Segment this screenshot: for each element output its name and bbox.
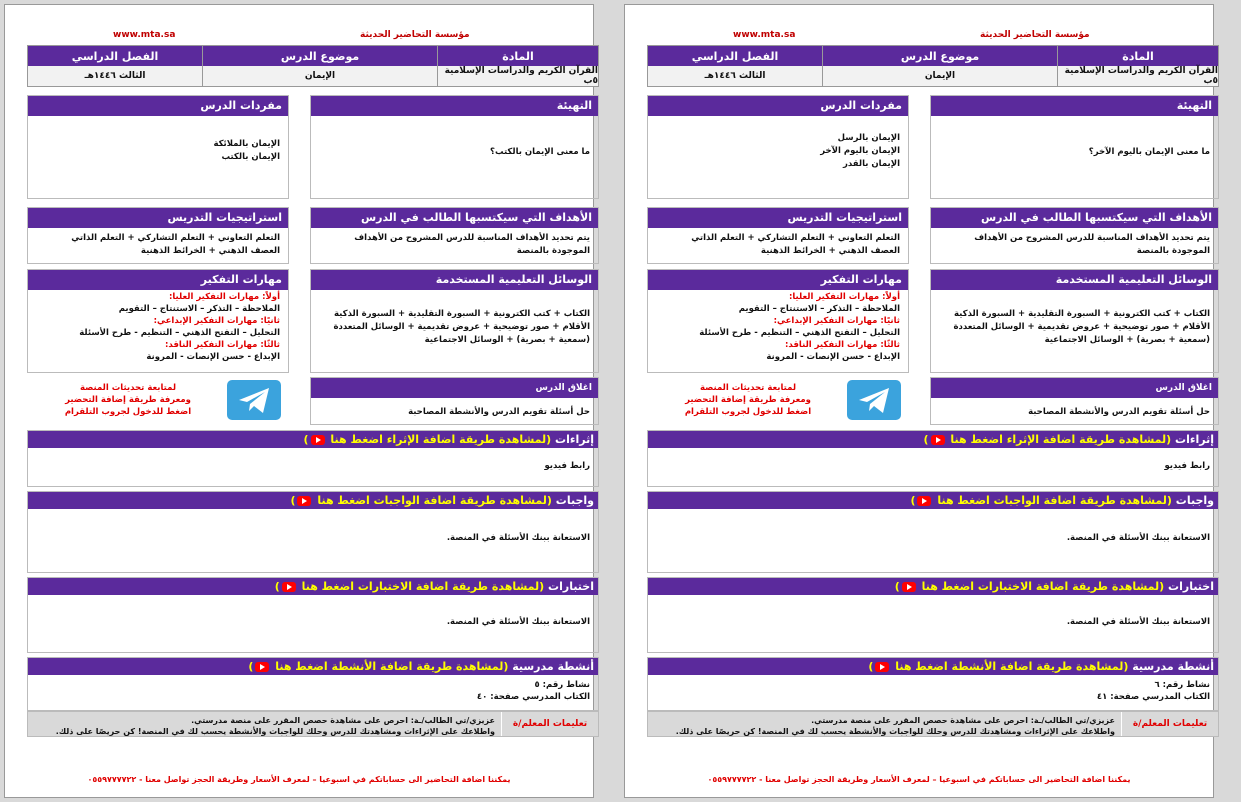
link-paren: ) — [923, 433, 929, 446]
tools-title: الوسائل التعليمية المستخدمة — [931, 270, 1218, 290]
tests-text: الاستعانة ببنك الأسئلة في المنصة. — [1066, 617, 1210, 627]
tools-line: الأقلام + صور توضيحية + عروض تقديمية + الوسائل المتعددة — [953, 322, 1210, 332]
enrich-link[interactable]: (لمشاهدة طريقة اضافة الإثراء اضغط هنا — [330, 433, 552, 446]
warmup-box — [310, 95, 599, 199]
telegram-note-line: لمتابعة تحديثات المنصة — [699, 383, 797, 393]
youtube-icon[interactable] — [282, 582, 296, 592]
teacher-instructions — [27, 711, 599, 737]
activity-page: الكتاب المدرسي صفحة: ٤١ — [1096, 692, 1210, 702]
thinking-line: الإبداع - حسن الإنصات - المرونة — [146, 352, 280, 362]
strategies-line: التعلم التعاوني + التعلم التشاركي + التعلم الذاتي — [71, 233, 280, 243]
tests-link[interactable]: (لمشاهدة طريقة اضافة الاختبارات اضغط هنا — [921, 580, 1165, 593]
objectives-title: الأهداف التي سيكتسبها الطالب في الدرس — [311, 208, 598, 228]
instructions-line: واطلاعك على الإثراءات ومشاهدتك للدرس وحلك للواجبات والأنشطة يحسب لك في المنصة! كن حريصًا على ذلك. — [675, 727, 1115, 736]
thinking-line: الإبداع - حسن الإنصات - المرونة — [766, 352, 900, 362]
org-name: مؤسسة التحاضير الحديثة — [360, 30, 470, 40]
vocab-title: مفردات الدرس — [28, 96, 288, 116]
link-paren: ) — [894, 580, 900, 593]
youtube-icon[interactable] — [902, 582, 916, 592]
vocab-box — [27, 95, 289, 199]
org-name: مؤسسة التحاضير الحديثة — [980, 30, 1090, 40]
telegram-note-line: اضغط للدخول لجروب التلقرام — [684, 407, 812, 417]
activities-title: أنشطة مدرسية — [512, 660, 594, 673]
tools-line: (سمعية + بصرية) + الوسائل الاجتماعية — [1044, 335, 1210, 345]
activities-link[interactable]: (لمشاهدة طريقة اضافة الأنشطة اضغط هنا — [275, 660, 509, 673]
tools-line: الكتاب + كتب الكترونية + السبورة التقليدية + السبورة الذكية — [334, 309, 590, 319]
thinking-line: الملاحظة – التذكر – الاستنتاج – التقويم — [738, 304, 900, 314]
link-paren: ) — [274, 580, 280, 593]
site-url[interactable]: www.mta.sa — [733, 30, 796, 40]
activities-section — [27, 657, 599, 711]
enrich-section — [647, 430, 1219, 487]
lesson-header-table — [27, 45, 599, 87]
thinking-title: مهارات التفكير — [28, 270, 288, 290]
tests-title: اختبارات — [548, 580, 594, 593]
enrich-link[interactable]: (لمشاهدة طريقة اضافة الإثراء اضغط هنا — [950, 433, 1172, 446]
homework-link[interactable]: (لمشاهدة طريقة اضافة الواجبات اضغط هنا — [937, 494, 1172, 507]
strategies-box — [27, 207, 289, 264]
term-value: الثالث ١٤٤٦هـ — [28, 66, 202, 86]
thinking-heading: أولاً: مهارات التفكير العليا: — [788, 292, 900, 302]
activities-link[interactable]: (لمشاهدة طريقة اضافة الأنشطة اضغط هنا — [895, 660, 1129, 673]
subject-label: المادة — [438, 46, 598, 66]
tests-link[interactable]: (لمشاهدة طريقة اضافة الاختبارات اضغط هنا — [301, 580, 545, 593]
tools-line: الكتاب + كتب الكترونية + السبورة التقليدية + السبورة الذكية — [954, 309, 1210, 319]
telegram-note-line: ومعرفة طريقة إضافة التحضير — [685, 395, 811, 405]
enrich-text: رابط فيديو — [544, 461, 590, 471]
thinking-heading: ثانيًا: مهارات التفكير الإبداعي: — [153, 316, 280, 326]
strategies-line: التعلم التعاوني + التعلم التشاركي + التعلم الذاتي — [691, 233, 900, 243]
tools-title: الوسائل التعليمية المستخدمة — [311, 270, 598, 290]
thinking-line: التحليل – التفتح الذهني – التنظيم - طرح الأسئلة — [79, 328, 280, 338]
link-paren: ) — [290, 494, 296, 507]
subject-label: المادة — [1058, 46, 1218, 66]
warmup-title: التهيئة — [311, 96, 598, 116]
lesson-page-right — [624, 4, 1218, 798]
tools-box — [930, 269, 1219, 373]
topic-value: الإيمان — [823, 66, 1057, 86]
strategies-box — [647, 207, 909, 264]
youtube-icon[interactable] — [311, 435, 325, 445]
vocab-item: الإيمان بالملائكة — [213, 139, 280, 149]
homework-section — [647, 491, 1219, 573]
telegram-note-line: اضغط للدخول لجروب التلقرام — [64, 407, 192, 417]
strategies-title: استراتيجيات التدريس — [648, 208, 908, 228]
thinking-heading: ثالثًا: مهارات التفكير الناقد: — [165, 340, 280, 350]
strategies-line: العصف الذهني + الخرائط الذهنية — [760, 246, 900, 256]
youtube-icon[interactable] — [255, 662, 269, 672]
footer-note: يمكننا اضافة التحاضير الى حساباتكم في اسبوعيا – لمعرف الأسعار وطريقة الحجز تواصل معنا - ٠٥٥٩٧٧٧٧٢٢ — [707, 775, 1131, 784]
warmup-title: التهيئة — [931, 96, 1218, 116]
tools-box — [310, 269, 599, 373]
topic-label: موضوع الدرس — [203, 46, 437, 66]
homework-title: واجبات — [1175, 494, 1214, 507]
enrich-text: رابط فيديو — [1164, 461, 1210, 471]
lesson-page-left — [4, 4, 598, 798]
footer-note: يمكننا اضافة التحاضير الى حساباتكم في اسبوعيا – لمعرف الأسعار وطريقة الحجز تواصل معنا - ٠٥٥٩٧٧٧٧٢٢ — [87, 775, 511, 784]
closure-text: حل أسئلة تقويم الدرس والأنشطة المصاحبة — [1028, 407, 1210, 417]
vocab-item: الإيمان بالقدر — [842, 159, 900, 169]
telegram-icon[interactable] — [227, 380, 281, 420]
objectives-title: الأهداف التي سيكتسبها الطالب في الدرس — [931, 208, 1218, 228]
instructions-line: عزيزي/تي الطالب/ـة: احرص على مشاهدة حصص المقرر على منصة مدرستي. — [811, 716, 1115, 725]
term-value: الثالث ١٤٤٦هـ — [648, 66, 822, 86]
homework-link[interactable]: (لمشاهدة طريقة اضافة الواجبات اضغط هنا — [317, 494, 552, 507]
homework-text: الاستعانة ببنك الأسئلة في المنصة. — [1066, 533, 1210, 543]
tools-line: (سمعية + بصرية) + الوسائل الاجتماعية — [424, 335, 590, 345]
lesson-header-table — [647, 45, 1219, 87]
teacher-instructions — [647, 711, 1219, 737]
closure-title: اغلاق الدرس — [931, 378, 1218, 398]
youtube-icon[interactable] — [875, 662, 889, 672]
tests-section — [27, 577, 599, 653]
warmup-text: ما معنى الإيمان بالكتب؟ — [490, 147, 590, 157]
site-url[interactable]: www.mta.sa — [113, 30, 176, 40]
tests-section — [647, 577, 1219, 653]
enrich-title: إثراءات — [555, 433, 594, 446]
thinking-title: مهارات التفكير — [648, 270, 908, 290]
warmup-box — [930, 95, 1219, 199]
thinking-heading: ثالثًا: مهارات التفكير الناقد: — [785, 340, 900, 350]
homework-text: الاستعانة ببنك الأسئلة في المنصة. — [446, 533, 590, 543]
closure-text: حل أسئلة تقويم الدرس والأنشطة المصاحبة — [408, 407, 590, 417]
term-label: الفصل الدراسي — [28, 46, 202, 66]
homework-title: واجبات — [555, 494, 594, 507]
vocab-item: الإيمان بالكتب — [221, 152, 280, 162]
youtube-icon[interactable] — [917, 496, 931, 506]
thinking-box — [27, 269, 289, 373]
link-paren: ) — [910, 494, 916, 507]
link-paren: ) — [868, 660, 874, 673]
telegram-note-line: ومعرفة طريقة إضافة التحضير — [65, 395, 191, 405]
subject-value: القرآن الكريم والدراسات الإسلامية ٥ب — [438, 66, 598, 86]
topic-label: موضوع الدرس — [823, 46, 1057, 66]
activities-section — [647, 657, 1219, 711]
activity-page: الكتاب المدرسي صفحة: ٤٠ — [476, 692, 590, 702]
instructions-line: عزيزي/تي الطالب/ـة: احرص على مشاهدة حصص المقرر على منصة مدرستي. — [191, 716, 495, 725]
closure-title: اغلاق الدرس — [311, 378, 598, 398]
term-label: الفصل الدراسي — [648, 46, 822, 66]
activities-title: أنشطة مدرسية — [1132, 660, 1214, 673]
vocab-title: مفردات الدرس — [648, 96, 908, 116]
telegram-note[interactable] — [683, 382, 813, 418]
warmup-text: ما معنى الإيمان باليوم الآخر؟ — [1088, 147, 1210, 157]
link-paren: ) — [303, 433, 309, 446]
link-paren: ) — [248, 660, 254, 673]
tools-line: الأقلام + صور توضيحية + عروض تقديمية + الوسائل المتعددة — [333, 322, 590, 332]
homework-section — [27, 491, 599, 573]
activity-number: نشاط رقم: ٥ — [534, 680, 590, 690]
instructions-line: واطلاعك على الإثراءات ومشاهدتك للدرس وحلك للواجبات والأنشطة يحسب لك في المنصة! كن حريصًا على ذلك. — [55, 727, 495, 736]
thinking-heading: ثانيًا: مهارات التفكير الإبداعي: — [773, 316, 900, 326]
strategies-line: العصف الذهني + الخرائط الذهنية — [140, 246, 280, 256]
telegram-note-line: لمتابعة تحديثات المنصة — [79, 383, 177, 393]
thinking-line: الملاحظة – التذكر – الاستنتاج – التقويم — [118, 304, 280, 314]
teacher-instructions-label: تعليمات المعلم/ة — [502, 712, 598, 736]
thinking-line: التحليل – التفتح الذهني – التنظيم - طرح الأسئلة — [699, 328, 900, 338]
vocab-item: الإيمان باليوم الآخر — [820, 146, 900, 156]
telegram-icon[interactable] — [847, 380, 901, 420]
youtube-icon[interactable] — [297, 496, 311, 506]
vocab-item: الإيمان بالرسل — [837, 133, 900, 143]
enrich-title: إثراءات — [1175, 433, 1214, 446]
objectives-text: يتم تحديد الأهداف المناسبة للدرس المشروح من الأهداف الموجودة بالمنصة — [974, 233, 1210, 256]
tests-title: اختبارات — [1168, 580, 1214, 593]
vocab-box — [647, 95, 909, 199]
teacher-instructions-label: تعليمات المعلم/ة — [1122, 712, 1218, 736]
closure-box — [310, 377, 599, 425]
subject-value: القرآن الكريم والدراسات الإسلامية ٥ب — [1058, 66, 1218, 86]
strategies-title: استراتيجيات التدريس — [28, 208, 288, 228]
telegram-note[interactable] — [63, 382, 193, 418]
activity-number: نشاط رقم: ٦ — [1154, 680, 1210, 690]
thinking-box — [647, 269, 909, 373]
tests-text: الاستعانة ببنك الأسئلة في المنصة. — [446, 617, 590, 627]
objectives-text: يتم تحديد الأهداف المناسبة للدرس المشروح من الأهداف الموجودة بالمنصة — [354, 233, 590, 256]
topic-value: الإيمان — [203, 66, 437, 86]
youtube-icon[interactable] — [931, 435, 945, 445]
objectives-box — [930, 207, 1219, 264]
enrich-section — [27, 430, 599, 487]
thinking-heading: أولاً: مهارات التفكير العليا: — [168, 292, 280, 302]
closure-box — [930, 377, 1219, 425]
objectives-box — [310, 207, 599, 264]
